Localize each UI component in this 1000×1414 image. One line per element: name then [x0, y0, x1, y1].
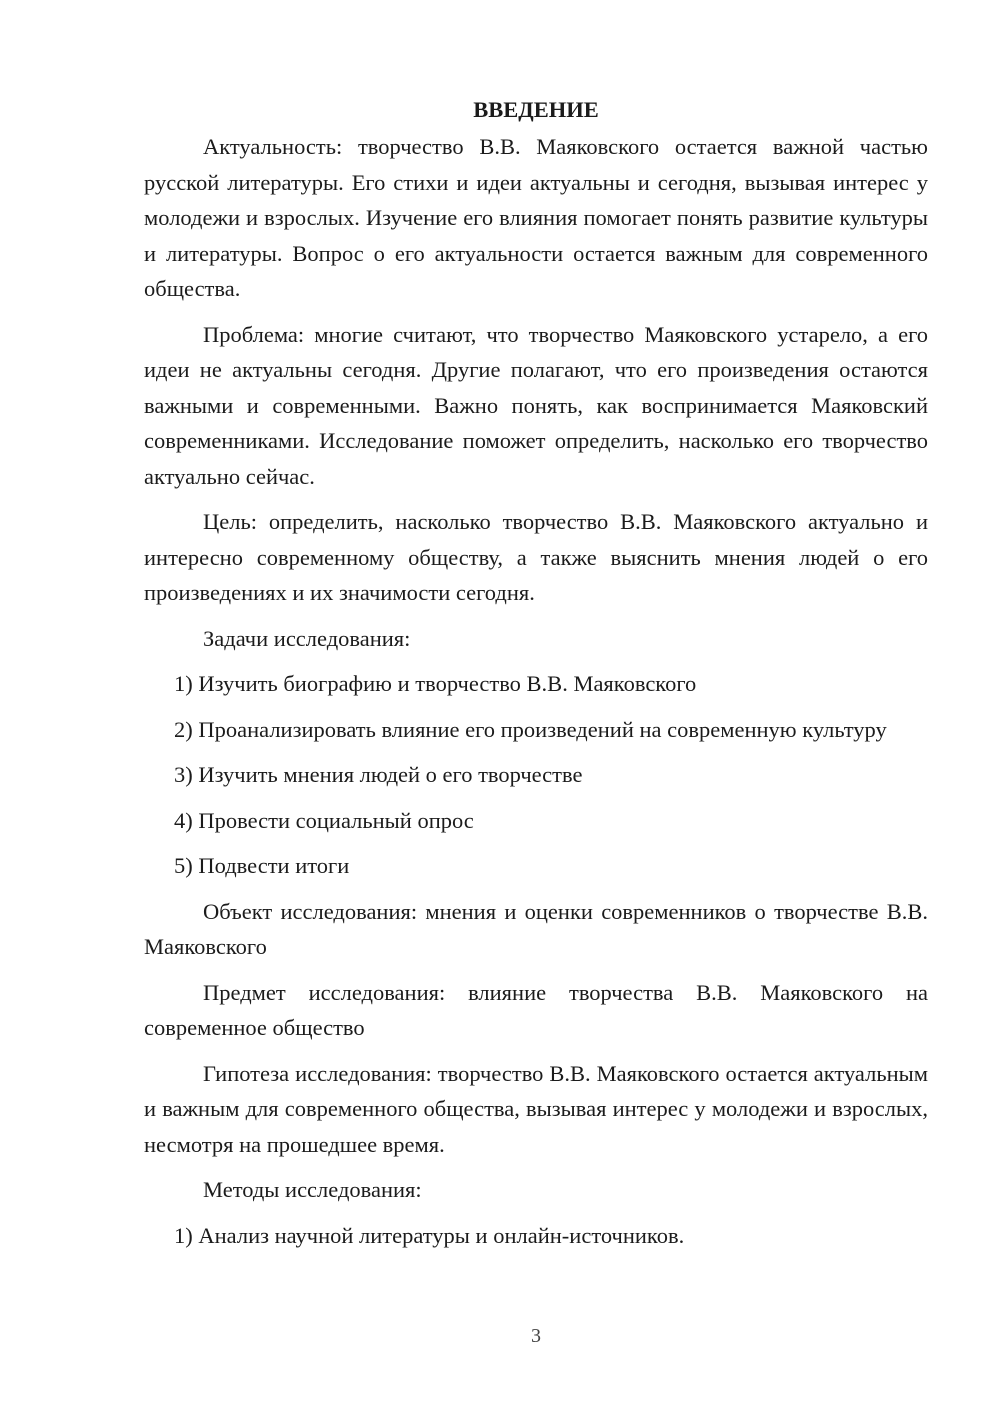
task-item-2: 2) Проанализировать влияние его произведений на современную культуру [174, 716, 887, 742]
page-title: ВВЕДЕНИЕ [473, 97, 599, 122]
method-item-1: 1) Анализ научной литературы и онлайн-источников. [174, 1222, 685, 1248]
paragraph-hypothesis: Гипотеза исследования: творчество В.В. Маяковского остается актуальным и важным для современного общества, вызывая интерес у молодежи и взрослых, несмотря на прошедшее время. [144, 1060, 928, 1157]
task-item-5: 5) Подвести итоги [174, 853, 350, 878]
task-item-4: 4) Провести социальный опрос [174, 807, 474, 833]
paragraph-tasks-heading: Задачи исследования: [203, 625, 411, 651]
paragraph-methods-heading: Методы исследования: [203, 1177, 422, 1202]
paragraph-goal: Цель: определить, насколько творчество В.В. Маяковского актуально и интересно современному обществу, а также выяснить мнения людей о его произведениях и их значимости сегодня. [144, 509, 928, 605]
page-content [144, 92, 928, 1263]
page-number: 3 [531, 1325, 541, 1347]
paragraph-subject: Предмет исследования: влияние творчества В.В. Маяковского на современное общество [144, 979, 928, 1040]
task-item-3: 3) Изучить мнения людей о его творчестве [174, 762, 583, 787]
task-item-1: 1) Изучить биографию и творчество В.В. Маяковского [174, 671, 697, 696]
paragraph-relevance: Актуальность: творчество В.В. Маяковского остается важной частью русской литературы. Его стихи и идеи актуальны и сегодня, вызывая интерес у молодежи и взрослых. Изучение его влияния помогает понять развитие культуры и литературы. Вопрос о его актуальности остается важным для современного общества. [144, 134, 928, 301]
paragraph-object: Объект исследования: мнения и оценки современников о творчестве В.В. Маяковского [144, 898, 928, 959]
paragraph-problem: Проблема: многие считают, что творчество Маяковского устарело, а его идеи не актуальны сегодня. Другие полагают, что его произведения остаются важными и современными. Важно понять, как воспринимается Маяковский современниками. Исследование поможет определить, насколько его творчество актуально сейчас. [144, 321, 928, 489]
